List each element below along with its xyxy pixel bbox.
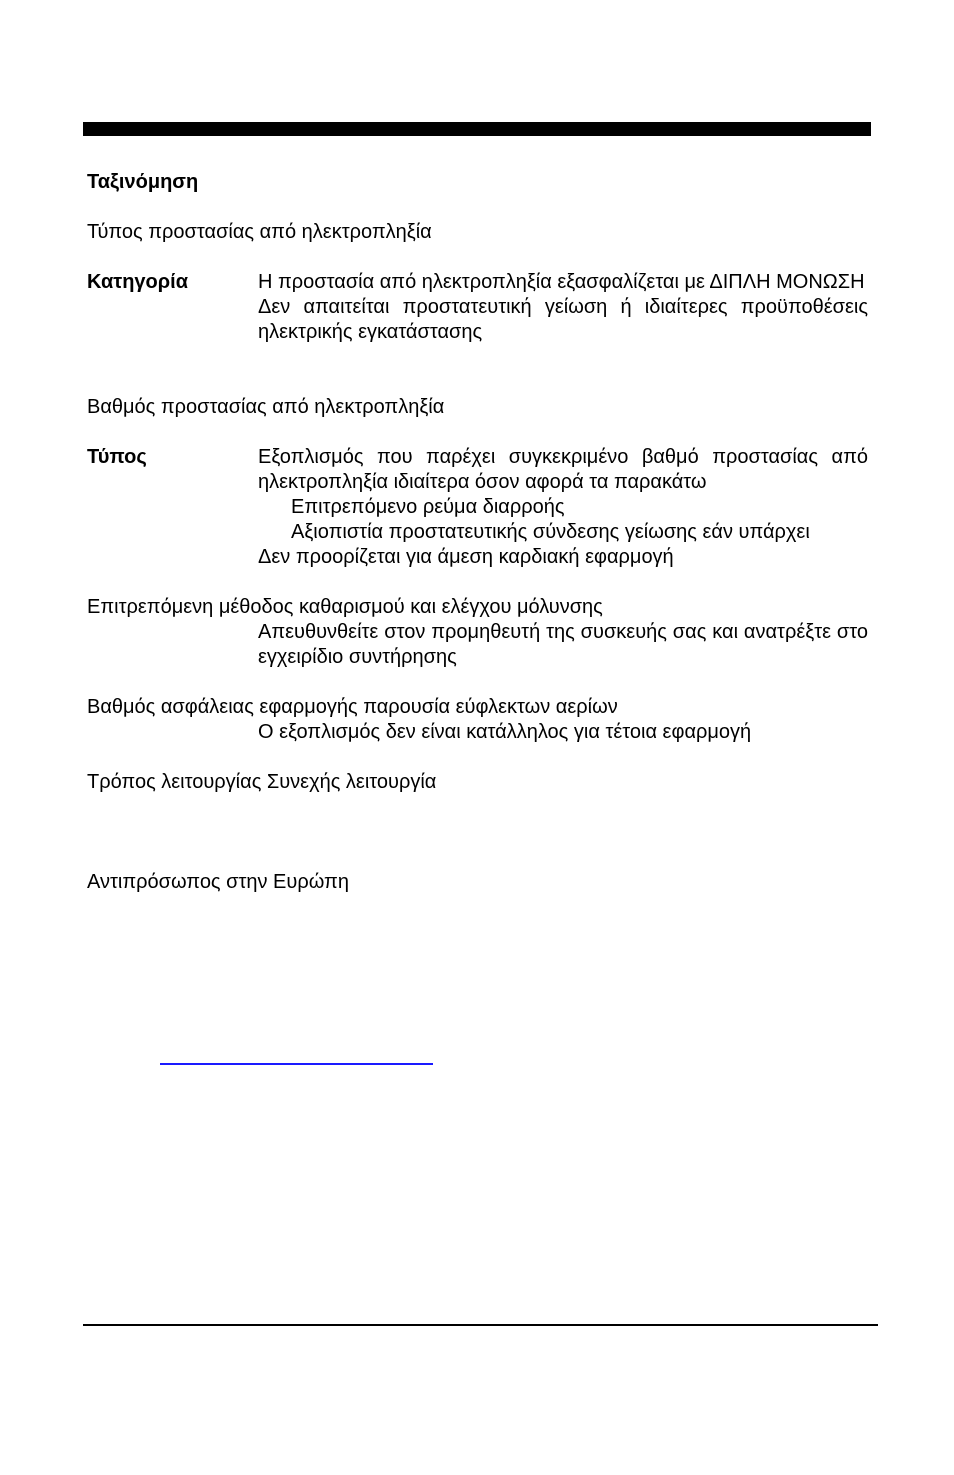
type-description	[258, 445, 868, 570]
eu-representative-label: Αντιπρόσωπος στην Ευρώπη	[87, 871, 349, 893]
cleaning-method-title: Επιτρεπόμενη μέθοδος καθαρισμού και ελέγχου μόλυνσης	[87, 596, 603, 618]
classification-heading: Ταξινόμηση	[87, 171, 199, 193]
type-line-1: Εξοπλισμός που παρέχει συγκεκριμένο βαθμό προστασίας από ηλεκτροπληξία ιδιαίτερα όσον αφορά τα παρακάτω	[258, 446, 868, 493]
category-line-2: Δεν απαιτείται προστατευτική γείωση ή ιδιαίτερες προϋποθέσεις ηλεκτρικής εγκατάστασης	[258, 296, 868, 343]
type-line-2: Δεν προορίζεται για άμεση καρδιακή εφαρμογή	[258, 546, 674, 568]
shock-protection-type-label: Τύπος προστασίας από ηλεκτροπληξία	[87, 221, 432, 243]
type-item-leakage-current: Επιτρεπόμενο ρεύμα διαρροής	[291, 496, 565, 518]
category-line-1: Η προστασία από ηλεκτροπληξία εξασφαλίζεται με ΔΙΠΛΗ ΜΟΝΩΣΗ	[258, 271, 865, 293]
type-term: Τύπος	[87, 446, 147, 468]
shock-protection-degree-label: Βαθμός προστασίας από ηλεκτροπληξία	[87, 396, 445, 418]
cleaning-method-description: Απευθυνθείτε στον προμηθευτή της συσκευής σας και ανατρέξτε στο εγχειρίδιο συντήρησης	[258, 621, 868, 668]
category-description	[258, 270, 868, 345]
type-item-earth-connection: Αξιοπιστία προστατευτικής σύνδεσης γείωσης εάν υπάρχει	[291, 521, 810, 543]
category-term: Κατηγορία	[87, 271, 188, 293]
header-bar	[83, 122, 871, 136]
operation-mode: Τρόπος λειτουργίας Συνεχής λειτουργία	[87, 771, 437, 793]
footer-rule	[83, 1324, 878, 1326]
hyperlink-underline[interactable]	[160, 1063, 433, 1065]
flammable-gas-title: Βαθμός ασφάλειας εφαρμογής παρουσία εύφλεκτων αερίων	[87, 696, 618, 718]
flammable-gas-description: Ο εξοπλισμός δεν είναι κατάλληλος για τέτοια εφαρμογή	[258, 721, 752, 743]
